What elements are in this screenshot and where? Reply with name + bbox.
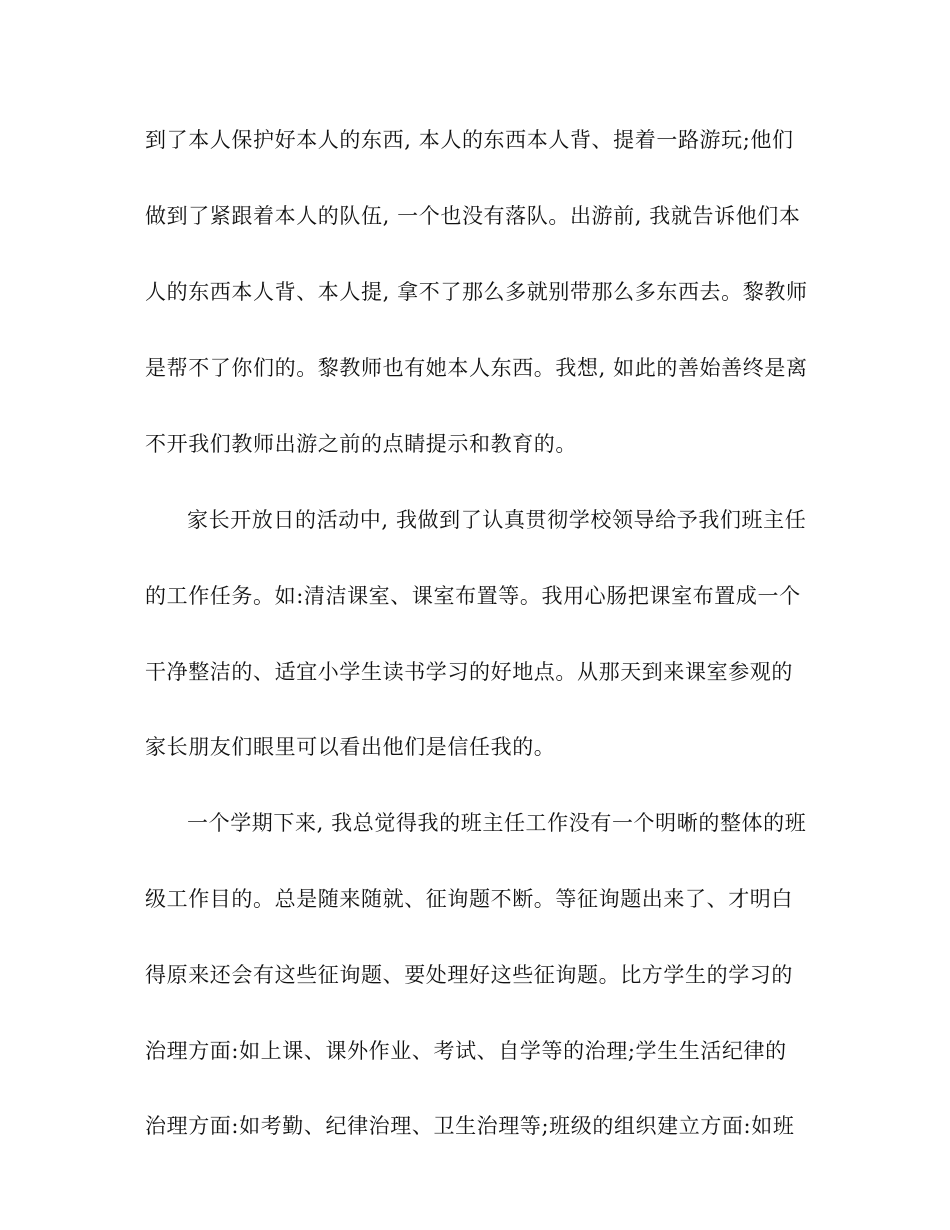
paragraph-first-line: 一个学期下来, 我总觉得我的班主任工作没有一个明晰的整体的班 [187,811,807,835]
text-line: 得原来还会有这些征询题、要处理好这些征询题。比方学生的学习的 [145,963,793,987]
text-line: 是帮不了你们的。黎教师也有她本人东西。我想, 如此的善始善终是离 [145,356,808,380]
text-line: 治理方面:如考勤、纪律治理、卫生治理等;班级的组织建立方面:如班 [145,1114,795,1138]
text-line: 的工作任务。如:清洁课室、课室布置等。我用心肠把课室布置成一个 [145,584,801,608]
text-line: 家长朋友们眼里可以看出他们是信任我的。 [145,735,556,759]
text-line: 治理方面:如上课、课外作业、考试、自学等的治理;学生生活纪律的 [145,1039,787,1063]
text-line: 到了本人保护好本人的东西, 本人的东西本人背、提着一路游玩;他们 [145,128,794,152]
text-line: 级工作目的。总是随来随就、征询题不断。等征询题出来了、才明白 [145,887,793,911]
text-line: 人的东西本人背、本人提, 拿不了那么多就别带那么多东西去。黎教师 [145,280,808,304]
text-line: 干净整洁的、适宜小学生读书学习的好地点。从那天到来课室参观的 [145,660,793,684]
text-line: 做到了紧跟着本人的队伍, 一个也没有落队。出游前, 我就告诉他们本 [145,204,801,228]
paragraph-first-line: 家长开放日的活动中, 我做到了认真贯彻学校领导给予我们班主任 [187,508,807,532]
text-line: 不开我们教师出游之前的点睛提示和教育的。 [145,432,577,456]
